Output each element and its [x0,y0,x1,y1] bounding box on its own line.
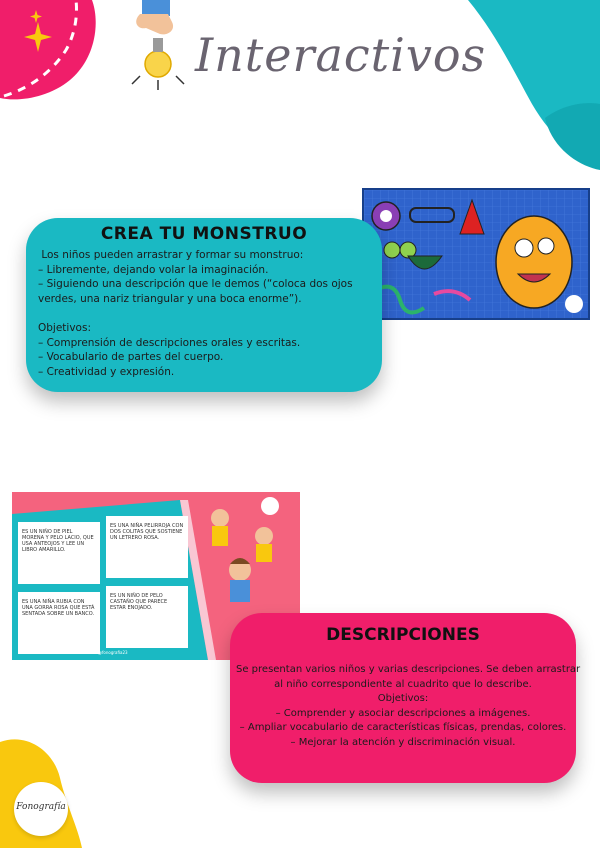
text-line: Los niños pueden arrastrar y formar su monstruo: [38,249,304,261]
description-card: ES UNA NIÑA PELIRROJA CON DOS COLITAS QUE SOSTIENE UN LETRERO ROSA. [106,516,188,578]
text-line: – Vocabulario de partes del cuerpo. [38,351,224,364]
descripciones-card [230,613,581,783]
monster-parts-illustration [364,190,590,320]
text-line: – Comprensión de descripciones orales y escritas. [38,336,301,349]
description-card: ES UN NIÑO DE PELO CASTAÑO QUE PARECE ESTAR ENOJADO. [106,586,188,648]
activity-description [236,663,581,750]
page-title: Interactivos [195,28,487,82]
brand-badge [261,497,279,515]
brand-badge [565,295,583,313]
text-line: – Siguiendo una descripción que le demos (“coloca dos ojos [38,278,353,291]
activity-description [38,248,374,379]
text-line: – Creatividad y expresión. [38,365,175,378]
teal-small-blob [545,103,600,170]
text-line: verdes, una nariz triangular y una boca enorme”). [38,292,302,305]
brand-logo [14,782,68,836]
green-eyes-part [384,242,400,258]
text-line: al niño correspondiente al cuadrito que lo describe. [274,678,532,690]
orange-monster [496,216,572,308]
monster-activity-preview [362,188,590,320]
text-line: Objetivos: [38,321,91,334]
text-line: – Mejorar la atención y discriminación visual. [290,736,516,748]
text-line: – Libremente, dejando volar la imaginación. [38,263,269,276]
text-line: – Comprender y asociar descripciones a imágenes. [275,707,531,719]
description-card: ES UN NIÑO DE PIEL MORENA Y PELO LACIO, QUE USA ANTEOJOS Y LEE UN LIBRO AMARILLO. [18,522,100,584]
text-line: – Ampliar vocabulario de características físicas, prendas, colores. [239,722,567,733]
text-line [38,306,374,321]
activity-heading: DESCRIPCIONES [326,625,480,645]
activity-heading: CREA TU MONSTRUO [100,224,308,244]
crea-tu-monstruo-card [26,218,382,392]
hand-bulb-icon [132,0,184,90]
brand-name: Fonografía [16,802,66,812]
description-card: ES UNA NIÑA RUBIA CON UNA GORRA ROSA QUE ESTÁ SENTADA SOBRE UN BANCO. [18,592,100,654]
text-line: Se presentan varios niños y varias descripciones. Se deben arrastrar [236,664,581,675]
pink-corner-blob [0,0,96,99]
text-line: Objetivos: [377,693,429,704]
handle-text: @fonografia23 [98,650,128,655]
